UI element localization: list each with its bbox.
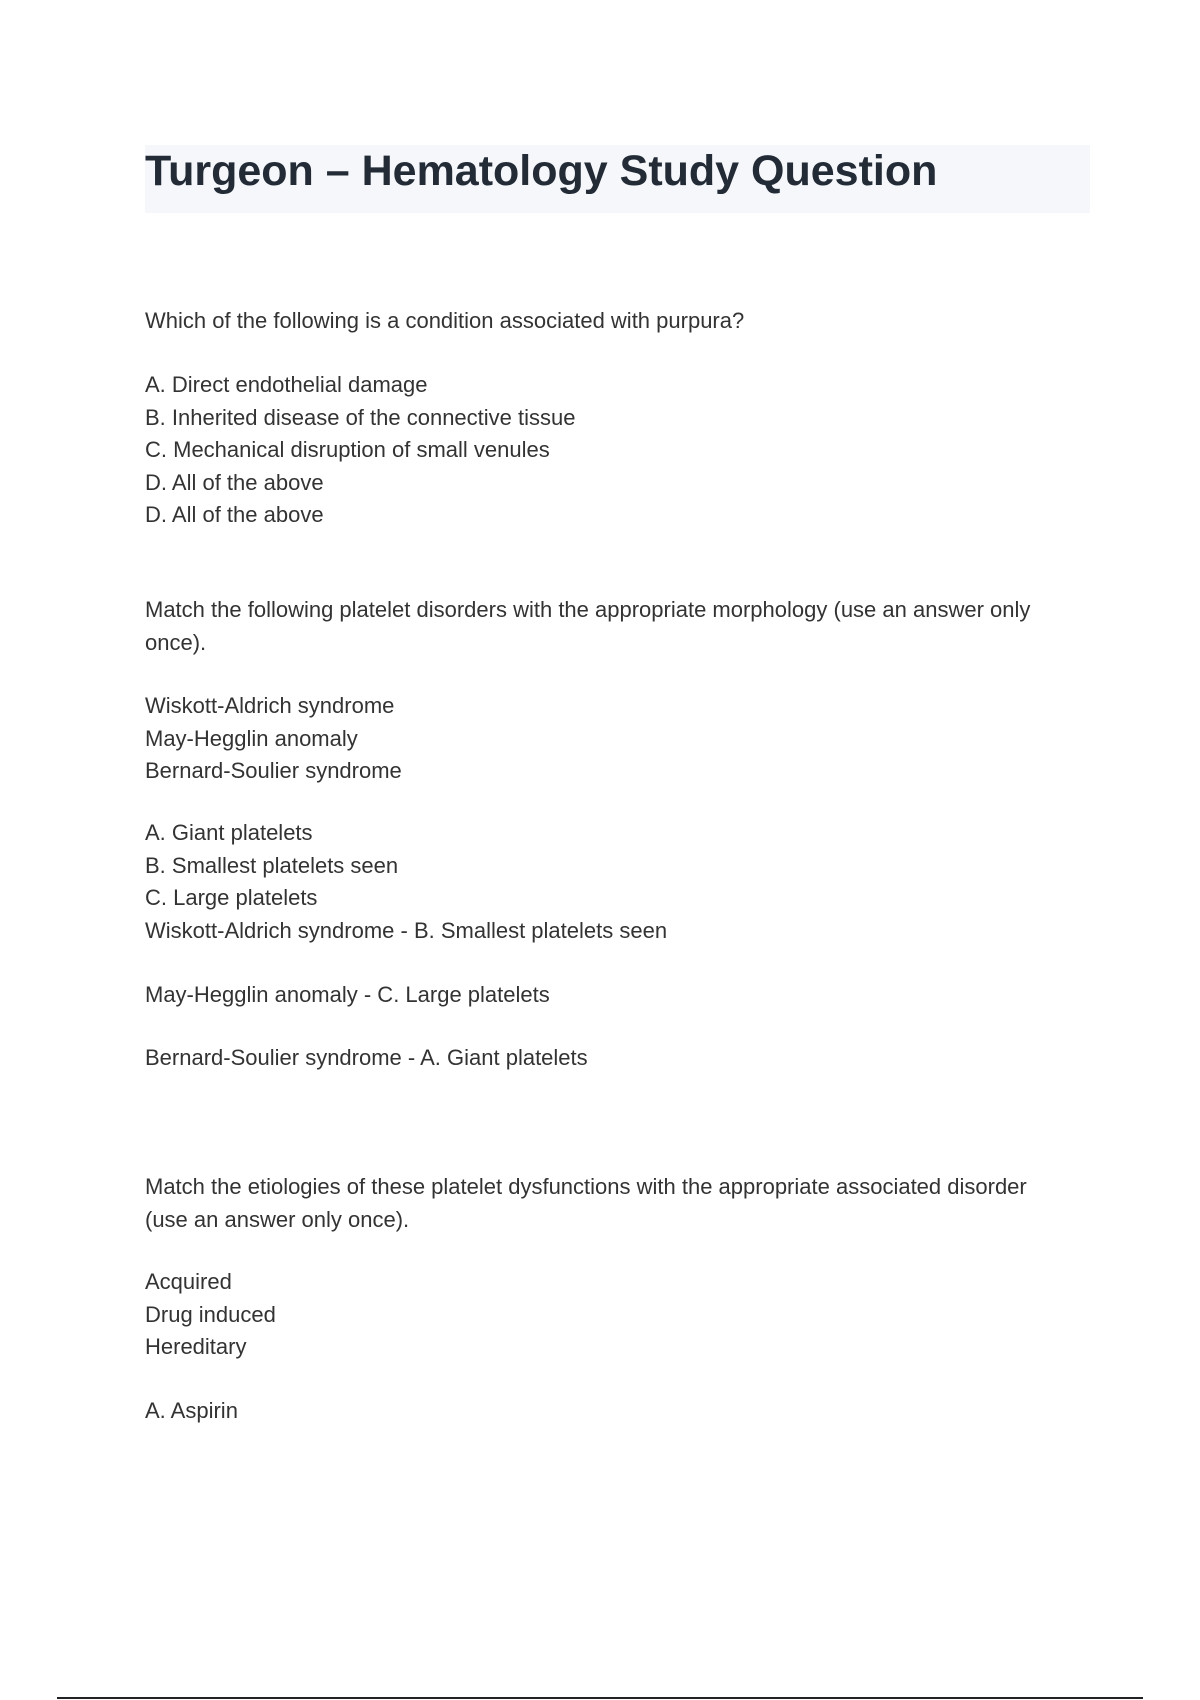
option-item: B. Smallest platelets seen — [145, 852, 399, 878]
question-3 — [145, 1171, 1045, 1236]
question-2 — [145, 594, 1085, 659]
option-item: A. Aspirin — [145, 1398, 238, 1423]
question-1 — [145, 305, 1090, 338]
question-3-items — [145, 1266, 1090, 1364]
option-item: B. Inherited disease of the connective tissue — [145, 404, 576, 430]
question-2-answer — [145, 1042, 1090, 1075]
match-item: Bernard-Soulier syndrome — [145, 758, 402, 783]
question-text: Match the etiologies of these platelet dysfunctions with the appropriate associated disorder (use an answer only once). — [145, 1174, 1027, 1232]
question-2-answer — [145, 979, 1090, 1012]
question-2-options — [145, 817, 1090, 947]
match-item: Wiskott-Aldrich syndrome — [145, 693, 395, 718]
option-item: C. Mechanical disruption of small venules — [145, 437, 550, 462]
question-text: Match the following platelet disorders with the appropriate morphology (use an answer only once). — [145, 597, 1031, 655]
answer-item: Bernard-Soulier syndrome - A. Giant platelets — [145, 1045, 588, 1070]
match-item: Acquired — [145, 1269, 232, 1294]
question-2-items — [145, 690, 1090, 788]
page-bottom-rule — [57, 1697, 1143, 1699]
match-item: Drug induced — [145, 1301, 276, 1327]
question-3-options — [145, 1395, 1090, 1428]
question-text: Which of the following is a condition associated with purpura? — [145, 308, 745, 333]
option-item: A. Direct endothelial damage — [145, 372, 428, 397]
page-title: Turgeon – Hematology Study Question — [145, 147, 938, 195]
match-item: Hereditary — [145, 1334, 247, 1359]
option-item: D. All of the above — [145, 502, 324, 527]
option-item: D. All of the above — [145, 469, 324, 495]
answer-item: May-Hegglin anomaly - C. Large platelets — [145, 982, 550, 1007]
option-item: C. Large platelets — [145, 885, 318, 910]
answer-item: Wiskott-Aldrich syndrome - B. Smallest platelets seen — [145, 917, 668, 943]
question-1-options — [145, 369, 1090, 532]
option-item: A. Giant platelets — [145, 820, 313, 845]
match-item: May-Hegglin anomaly — [145, 725, 358, 751]
